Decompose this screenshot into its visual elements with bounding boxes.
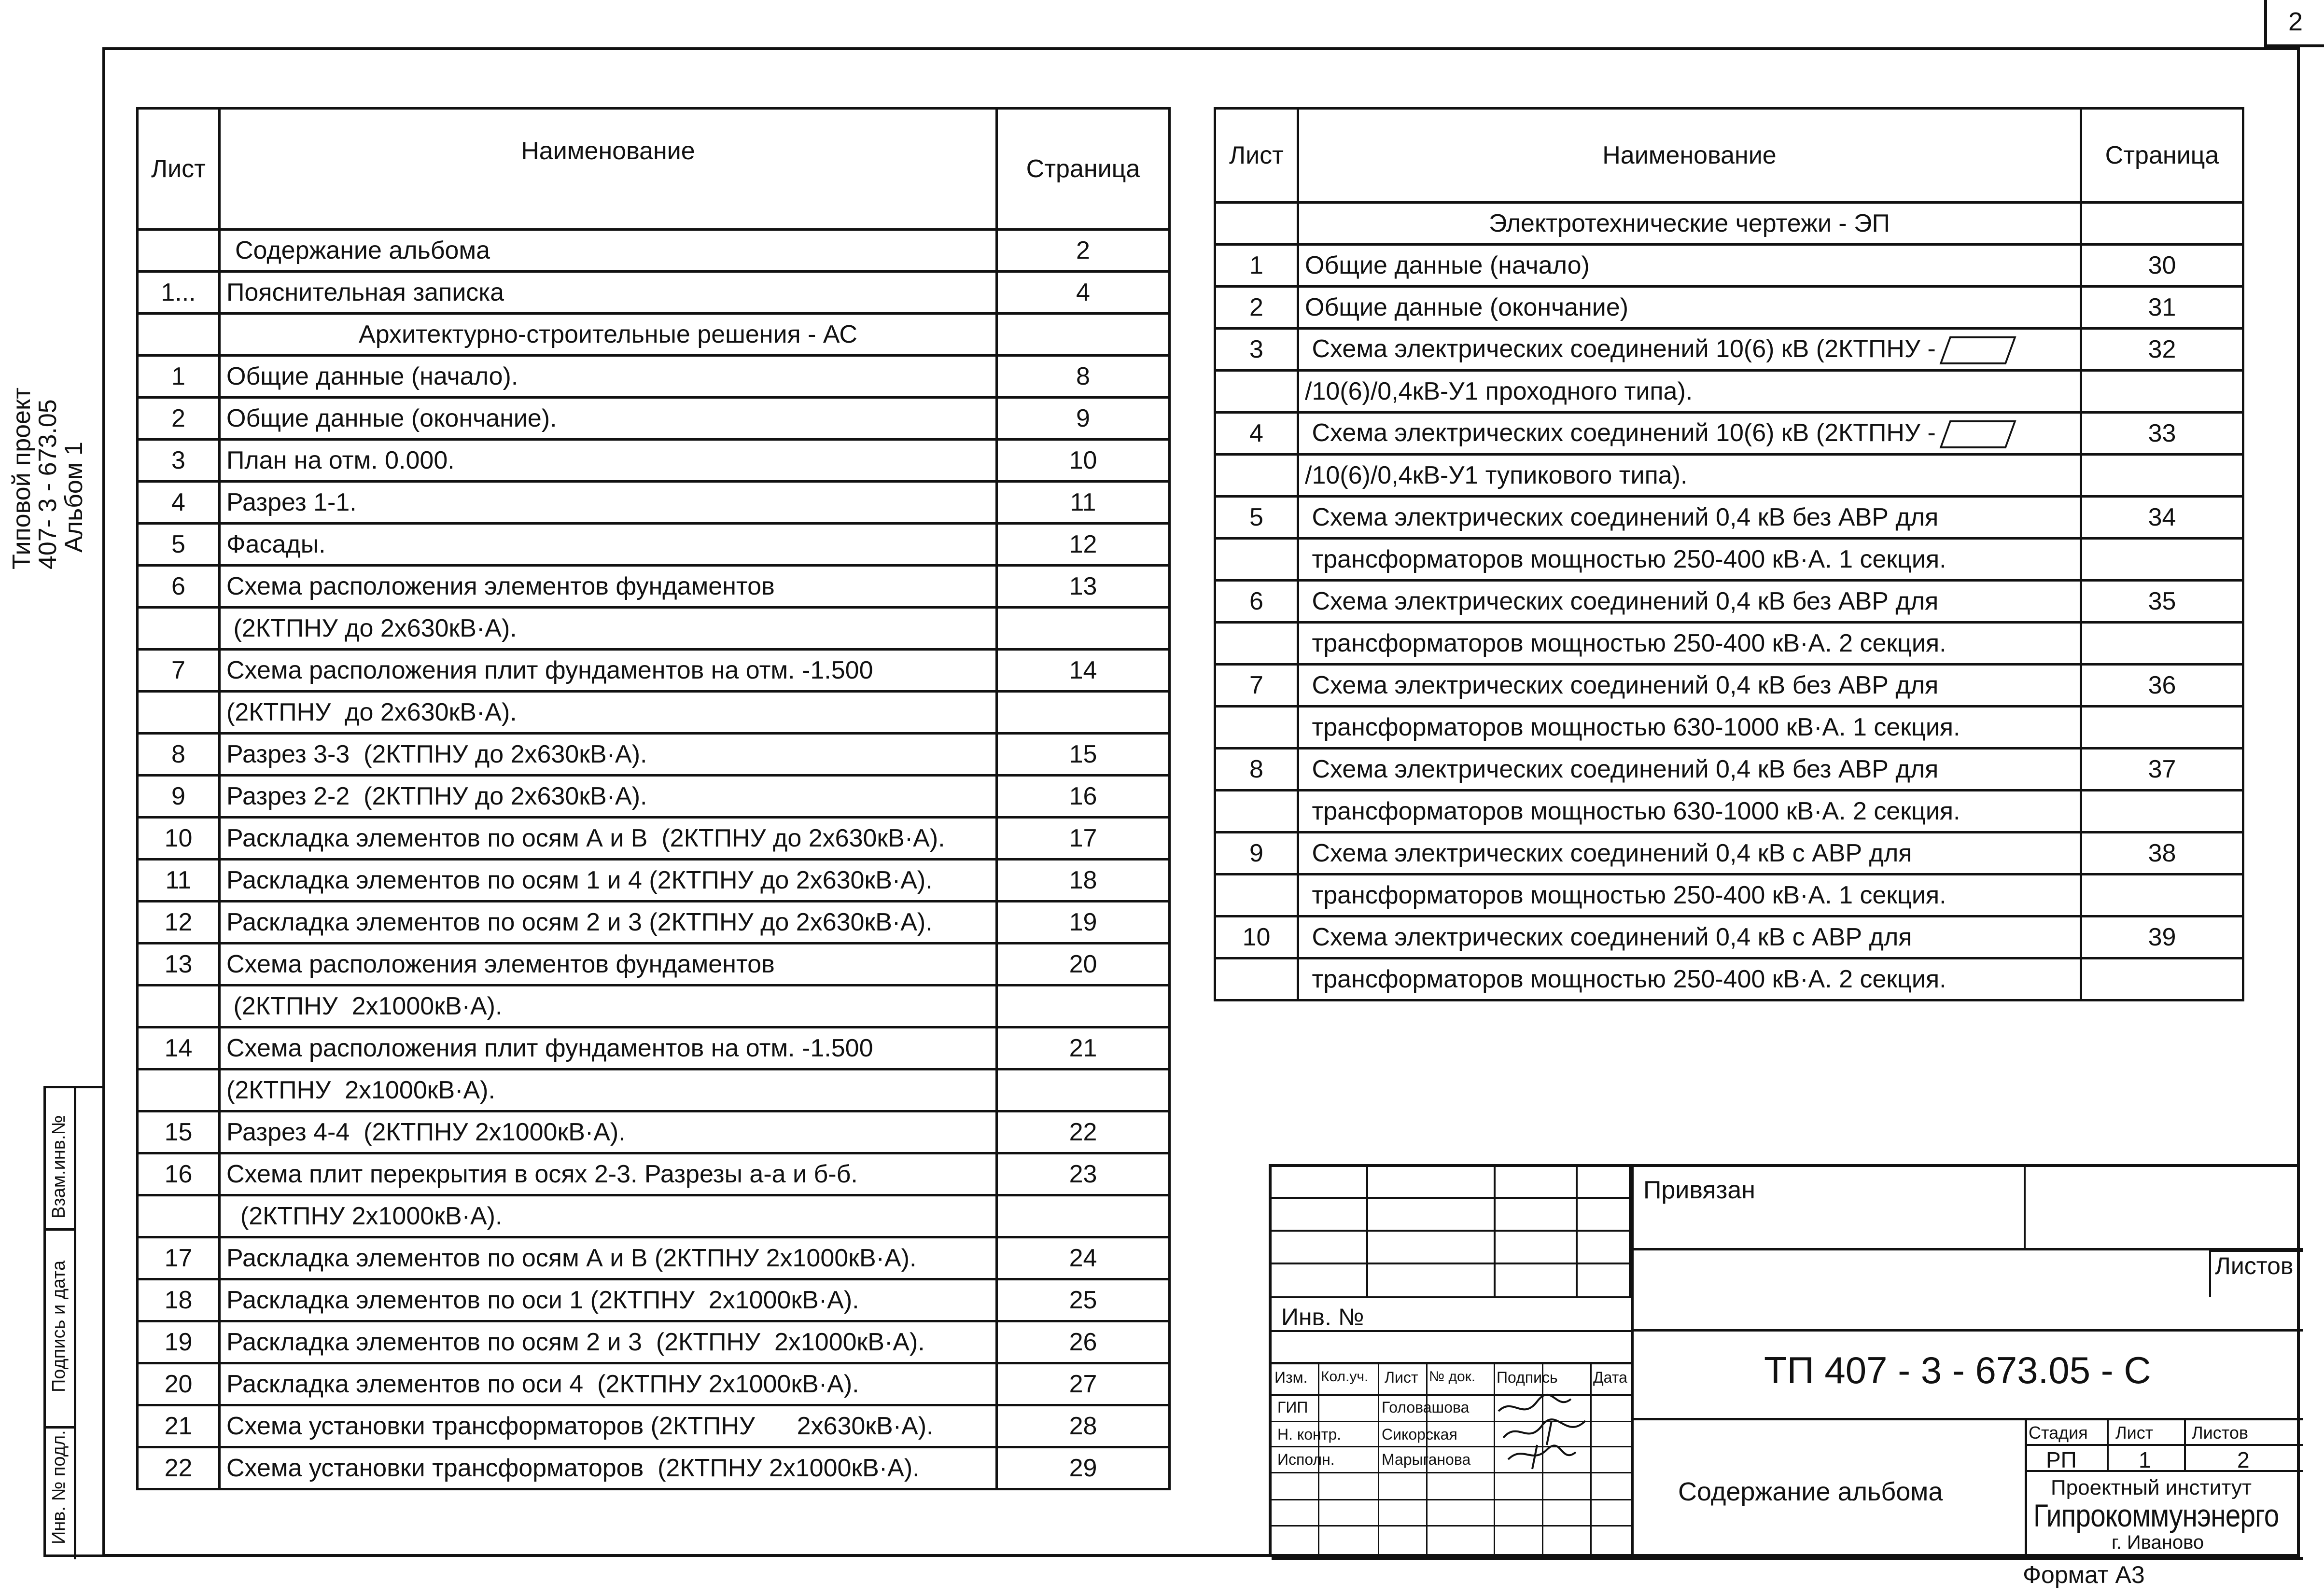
row-sheet-number: 12 — [138, 902, 220, 944]
row-name-text: Электротехнические чертежи - ЭП — [1489, 209, 1890, 237]
table-row — [1215, 539, 2243, 581]
row-name — [220, 356, 997, 398]
row-name-text: Общие данные (окончание). — [226, 404, 557, 432]
row-name-text: /10(6)/0,4кВ-У1 проходного типа). — [1305, 377, 1693, 405]
row-page: 23 — [997, 1153, 1170, 1195]
row-name-text: Архитектурно-строительные решения - АС — [359, 320, 857, 348]
row-page — [2081, 203, 2243, 245]
table-row — [138, 944, 1170, 985]
side-title-line3: Альбом 1 — [60, 442, 88, 553]
row-name — [1298, 539, 2081, 581]
header-sheet: Лист — [1215, 109, 1298, 203]
stamp-title: Содержание альбома — [1678, 1477, 1943, 1506]
margin-label-inv: Инв. № подл. — [49, 1430, 69, 1544]
row-name-text: Раскладка элементов по осям А и В (2КТПНУ 2х1000кВ·А). — [226, 1244, 917, 1272]
row-sheet-number: 9 — [138, 776, 220, 818]
row-sheet-number: 1 — [138, 356, 220, 398]
row-sheet-number: 18 — [138, 1279, 220, 1321]
row-sheet-number: 1... — [138, 272, 220, 314]
row-name — [220, 818, 997, 860]
stamp-header-podpis: Подпись — [1497, 1369, 1558, 1386]
row-page: 2 — [997, 230, 1170, 272]
header-page: Страница — [997, 109, 1170, 230]
row-name — [220, 608, 997, 650]
table-row — [1215, 665, 2243, 707]
row-sheet-number — [138, 985, 220, 1027]
right-contents-table — [1214, 107, 2244, 1001]
row-page: 17 — [997, 818, 1170, 860]
row-sheet-number: 21 — [138, 1405, 220, 1447]
row-page: 21 — [997, 1027, 1170, 1069]
row-name-text: Схема электрических соединений 0,4 кВ с АВР для — [1305, 839, 1912, 867]
stamp-privyazan: Привязан — [1643, 1176, 1756, 1204]
row-name-text: Схема электрических соединений 10(6) кВ (2КТПНУ - — [1305, 334, 1936, 363]
table-row — [1215, 371, 2243, 413]
row-page: 8 — [997, 356, 1170, 398]
row-page: 19 — [997, 902, 1170, 944]
table-row — [1215, 455, 2243, 497]
stamp-header-izm: Изм. — [1274, 1369, 1308, 1386]
table-row — [1215, 623, 2243, 665]
row-name — [1298, 413, 2081, 455]
row-name-text: Схема электрических соединений 0,4 кВ без АВР для — [1305, 755, 1939, 783]
row-sheet-number: 2 — [1215, 287, 1298, 329]
row-page: 30 — [2081, 245, 2243, 287]
table-row — [138, 1237, 1170, 1279]
table-row — [138, 566, 1170, 608]
row-name-text: Пояснительная записка — [226, 278, 504, 306]
row-name-text: Схема расположения плит фундаментов на отм. -1.500 — [226, 1034, 873, 1062]
row-page: 15 — [997, 734, 1170, 776]
row-name-text: (2КТПНУ до 2х630кВ·А). — [226, 614, 517, 642]
table-row — [1215, 707, 2243, 749]
row-name — [220, 1279, 997, 1321]
row-name — [220, 1153, 997, 1195]
row-name — [220, 692, 997, 734]
table-row — [1215, 958, 2243, 1000]
row-page — [997, 608, 1170, 650]
margin-label-vzam: Взам.инв.№ — [49, 1115, 69, 1219]
row-page: 12 — [997, 524, 1170, 566]
row-name — [1298, 287, 2081, 329]
row-page: 34 — [2081, 497, 2243, 539]
left-contents-table — [136, 107, 1171, 1490]
stamp-name-nkontr: Сикорская — [1382, 1426, 1457, 1443]
row-page: 37 — [2081, 749, 2243, 791]
row-page: 20 — [997, 944, 1170, 985]
row-name-text: Схема электрических соединений 0,4 кВ без АВР для — [1305, 587, 1939, 615]
row-sheet-number — [1215, 958, 1298, 1000]
table-row — [138, 398, 1170, 440]
stamp-list-label: Лист — [2115, 1423, 2154, 1443]
row-page: 4 — [997, 272, 1170, 314]
stamp-header-list: Лист — [1385, 1369, 1418, 1386]
header-name: Наименование — [1298, 109, 2081, 203]
signature-scribbles — [1494, 1392, 1590, 1474]
row-sheet-number: 5 — [1215, 497, 1298, 539]
row-name-text: Содержание альбома — [235, 236, 490, 264]
table-row — [1215, 287, 2243, 329]
row-sheet-number — [138, 1195, 220, 1237]
stamp-org-line1: Проектный институт — [2051, 1476, 2252, 1499]
row-sheet-number — [138, 314, 220, 356]
table-row — [138, 314, 1170, 356]
row-page: 32 — [2081, 329, 2243, 371]
row-name-text: Схема расположения плит фундаментов на отм. -1.500 — [226, 656, 873, 684]
margin-label-podpis: Подпись и дата — [49, 1260, 69, 1392]
row-sheet-number — [1215, 623, 1298, 665]
row-name — [1298, 623, 2081, 665]
table-row — [1215, 874, 2243, 916]
table-row — [138, 1195, 1170, 1237]
row-name — [220, 1237, 997, 1279]
row-name-text: трансформаторов мощностью 250-400 кВ·А. 2 секция. — [1305, 629, 1946, 657]
row-sheet-number: 11 — [138, 860, 220, 902]
row-page — [2081, 371, 2243, 413]
table-row — [138, 692, 1170, 734]
table-row — [1215, 749, 2243, 791]
row-sheet-number: 22 — [138, 1447, 220, 1489]
row-name — [220, 566, 997, 608]
row-name-text: Разрез 1-1. — [226, 488, 357, 516]
row-name — [220, 776, 997, 818]
row-page: 31 — [2081, 287, 2243, 329]
row-name — [1298, 958, 2081, 1000]
stamp-role-ispoln: Исполн. — [1277, 1451, 1335, 1468]
row-sheet-number: 2 — [138, 398, 220, 440]
blank-parallelogram-box — [1939, 336, 2016, 364]
table-row — [138, 524, 1170, 566]
blank-parallelogram-box — [1939, 420, 2016, 448]
table-row — [1215, 581, 2243, 623]
row-sheet-number: 7 — [1215, 665, 1298, 707]
row-sheet-number: 16 — [138, 1153, 220, 1195]
row-name-text: (2КТПНУ до 2х630кВ·А). — [226, 698, 517, 726]
row-name — [220, 1027, 997, 1069]
row-name-text: /10(6)/0,4кВ-У1 тупикового типа). — [1305, 461, 1688, 489]
row-name-text: Раскладка элементов по осям 1 и 4 (2КТПНУ до 2х630кВ·А). — [226, 866, 933, 894]
row-name — [220, 230, 997, 272]
row-page — [997, 692, 1170, 734]
table-row — [138, 272, 1170, 314]
row-name-text: трансформаторов мощностью 630-1000 кВ·А. 2 секция. — [1305, 797, 1960, 825]
row-sheet-number — [1215, 371, 1298, 413]
format-label: Формат А3 — [2023, 1561, 2145, 1588]
row-name — [1298, 791, 2081, 833]
stamp-header-data: Дата — [1593, 1369, 1627, 1386]
row-page: 16 — [997, 776, 1170, 818]
stamp-role-gip: ГИП — [1277, 1399, 1308, 1416]
row-page: 10 — [997, 440, 1170, 482]
table-row — [1215, 245, 2243, 287]
section-title — [1298, 203, 2081, 245]
row-sheet-number: 13 — [138, 944, 220, 985]
row-sheet-number: 6 — [1215, 581, 1298, 623]
row-name — [220, 1321, 997, 1363]
row-name — [220, 524, 997, 566]
table-row — [138, 608, 1170, 650]
row-page: 36 — [2081, 665, 2243, 707]
row-page: 39 — [2081, 916, 2243, 958]
row-page — [997, 314, 1170, 356]
table-row — [138, 902, 1170, 944]
row-name-text: Схема установки трансформаторов (2КТПНУ 2х630кВ·А). — [226, 1412, 934, 1440]
row-name-text: Разрез 3-3 (2КТПНУ до 2х630кВ·А). — [226, 740, 647, 768]
row-name — [1298, 245, 2081, 287]
row-sheet-number: 15 — [138, 1111, 220, 1153]
side-title — [8, 387, 88, 569]
stamp-code: ТП 407 - 3 - 673.05 - С — [1764, 1349, 2151, 1391]
stamp-stage: РП — [2046, 1447, 2077, 1472]
header-name: Наименование — [220, 109, 997, 230]
row-name — [1298, 665, 2081, 707]
row-page — [997, 985, 1170, 1027]
row-name — [1298, 455, 2081, 497]
row-sheet-number — [138, 1069, 220, 1111]
row-page: 18 — [997, 860, 1170, 902]
side-title-line1: Типовой проект — [8, 387, 36, 569]
row-page — [2081, 539, 2243, 581]
row-name — [220, 860, 997, 902]
row-name-text: Схема установки трансформаторов (2КТПНУ 2х1000кВ·А). — [226, 1454, 920, 1482]
row-name — [220, 944, 997, 985]
row-name-text: Общие данные (окончание) — [1305, 293, 1629, 321]
row-name-text: Схема электрических соединений 0,4 кВ без АВР для — [1305, 671, 1939, 699]
row-sheet-number — [1215, 707, 1298, 749]
row-page: 33 — [2081, 413, 2243, 455]
row-sheet-number: 10 — [1215, 916, 1298, 958]
row-name — [220, 482, 997, 524]
margin-strip — [43, 1086, 102, 1557]
row-name-text: (2КТПНУ 2х1000кВ·А). — [226, 992, 503, 1020]
row-name-text: План на отм. 0.000. — [226, 446, 455, 474]
row-name-text: Схема расположения элементов фундаментов — [226, 950, 775, 978]
row-name — [1298, 371, 2081, 413]
stamp-inv-no: Инв. № — [1281, 1304, 1364, 1331]
stamp-listov-top: Листов — [2215, 1252, 2294, 1279]
row-name-text: Схема расположения элементов фундаментов — [226, 572, 775, 600]
table-row — [138, 1447, 1170, 1489]
table-row — [138, 776, 1170, 818]
row-name — [220, 902, 997, 944]
row-sheet-number: 3 — [138, 440, 220, 482]
row-name-text: Разрез 4-4 (2КТПНУ 2х1000кВ·А). — [226, 1118, 626, 1146]
row-name — [220, 1111, 997, 1153]
row-sheet-number: 20 — [138, 1363, 220, 1405]
row-name — [220, 650, 997, 692]
row-page: 14 — [997, 650, 1170, 692]
row-name — [1298, 581, 2081, 623]
stamp-name-ispoln: Марыганова — [1382, 1451, 1471, 1468]
row-page: 13 — [997, 566, 1170, 608]
row-page — [2081, 455, 2243, 497]
table-row — [138, 356, 1170, 398]
stamp-role-nkontr: Н. контр. — [1277, 1426, 1342, 1443]
row-name-text: трансформаторов мощностью 630-1000 кВ·А. 1 секция. — [1305, 713, 1960, 741]
row-name-text: Схема электрических соединений 0,4 кВ без АВР для — [1305, 503, 1939, 531]
table-row — [138, 482, 1170, 524]
row-name — [1298, 707, 2081, 749]
row-page: 26 — [997, 1321, 1170, 1363]
row-name-text: Фасады. — [226, 530, 326, 558]
row-sheet-number: 1 — [1215, 245, 1298, 287]
row-name-text: (2КТПНУ 2х1000кВ·А). — [226, 1076, 495, 1104]
row-name — [1298, 916, 2081, 958]
row-sheet-number: 4 — [1215, 413, 1298, 455]
row-page: 38 — [2081, 833, 2243, 874]
row-sheet-number — [1215, 455, 1298, 497]
row-name — [1298, 874, 2081, 916]
row-page: 28 — [997, 1405, 1170, 1447]
row-name-text: (2КТПНУ 2х1000кВ·А). — [226, 1202, 503, 1230]
row-sheet-number: 5 — [138, 524, 220, 566]
row-name-text: Раскладка элементов по осям А и В (2КТПНУ до 2х630кВ·А). — [226, 824, 945, 852]
stamp-org-line2: Гипрокоммунэнерго — [2033, 1498, 2279, 1533]
table-row — [1215, 203, 2243, 245]
table-row — [138, 1363, 1170, 1405]
row-sheet-number — [1215, 874, 1298, 916]
row-name — [220, 1447, 997, 1489]
row-page — [2081, 958, 2243, 1000]
right-table-header — [1215, 109, 2243, 203]
row-sheet-number: 3 — [1215, 329, 1298, 371]
table-row — [138, 1069, 1170, 1111]
row-name-text: Общие данные (начало). — [226, 362, 518, 390]
stamp-header-ndok: № док. — [1429, 1369, 1476, 1385]
sheet-number: 2 — [2264, 0, 2324, 47]
table-row — [138, 1111, 1170, 1153]
row-name — [220, 1069, 997, 1111]
row-sheet-number: 6 — [138, 566, 220, 608]
table-row — [138, 734, 1170, 776]
row-sheet-number — [138, 692, 220, 734]
stamp-sheets: 2 — [2237, 1447, 2250, 1472]
row-name — [1298, 497, 2081, 539]
row-page: 27 — [997, 1363, 1170, 1405]
row-name-text: Раскладка элементов по осям 2 и 3 (2КТПНУ 2х1000кВ·А). — [226, 1328, 925, 1356]
row-name — [220, 1195, 997, 1237]
stamp-stage-label: Стадия — [2029, 1423, 2088, 1443]
table-row — [1215, 916, 2243, 958]
row-name — [220, 440, 997, 482]
row-sheet-number: 8 — [138, 734, 220, 776]
row-sheet-number — [1215, 539, 1298, 581]
stamp-header-kol: Кол.уч. — [1321, 1369, 1369, 1385]
table-row — [1215, 791, 2243, 833]
row-name — [1298, 749, 2081, 791]
left-table-header — [138, 109, 1170, 230]
row-name-text: Общие данные (начало) — [1305, 251, 1590, 279]
row-page — [2081, 707, 2243, 749]
stamp-org-line3: г. Иваново — [2112, 1532, 2204, 1553]
section-title — [220, 314, 997, 356]
row-name — [1298, 833, 2081, 874]
table-row — [138, 860, 1170, 902]
stamp-name-gip: Головашова — [1382, 1399, 1470, 1416]
table-row — [1215, 329, 2243, 371]
table-row — [138, 1405, 1170, 1447]
row-name-text: Раскладка элементов по осям 2 и 3 (2КТПНУ до 2х630кВ·А). — [226, 908, 933, 936]
stamp-list: 1 — [2139, 1447, 2151, 1472]
table-row — [138, 1279, 1170, 1321]
row-name — [1298, 329, 2081, 371]
row-name — [220, 734, 997, 776]
row-sheet-number: 14 — [138, 1027, 220, 1069]
row-name-text: Раскладка элементов по оси 4 (2КТПНУ 2х1000кВ·А). — [226, 1370, 859, 1398]
row-page — [2081, 791, 2243, 833]
row-sheet-number: 4 — [138, 482, 220, 524]
row-sheet-number — [138, 230, 220, 272]
row-sheet-number — [1215, 203, 1298, 245]
row-sheet-number — [138, 608, 220, 650]
header-page: Страница — [2081, 109, 2243, 203]
table-row — [1215, 833, 2243, 874]
table-row — [1215, 497, 2243, 539]
table-row — [138, 1027, 1170, 1069]
row-name-text: трансформаторов мощностью 250-400 кВ·А. 2 секция. — [1305, 965, 1946, 993]
row-name-text: Схема электрических соединений 0,4 кВ с АВР для — [1305, 923, 1912, 951]
row-page — [997, 1195, 1170, 1237]
row-page: 24 — [997, 1237, 1170, 1279]
table-row — [138, 1321, 1170, 1363]
row-name-text: Раскладка элементов по оси 1 (2КТПНУ 2х1000кВ·А). — [226, 1286, 859, 1314]
row-sheet-number: 9 — [1215, 833, 1298, 874]
row-sheet-number: 17 — [138, 1237, 220, 1279]
row-name-text: Схема электрических соединений 10(6) кВ (2КТПНУ - — [1305, 418, 1936, 447]
row-page: 35 — [2081, 581, 2243, 623]
row-name-text: Схема плит перекрытия в осях 2-3. Разрезы а-а и б-б. — [226, 1160, 858, 1188]
row-name — [220, 398, 997, 440]
row-page: 25 — [997, 1279, 1170, 1321]
row-name — [220, 1363, 997, 1405]
header-sheet: Лист — [138, 109, 220, 230]
row-name-text: Разрез 2-2 (2КТПНУ до 2х630кВ·А). — [226, 782, 647, 810]
row-name — [220, 1405, 997, 1447]
row-sheet-number: 8 — [1215, 749, 1298, 791]
table-row — [138, 1153, 1170, 1195]
row-name — [220, 272, 997, 314]
row-page — [2081, 874, 2243, 916]
table-row — [138, 985, 1170, 1027]
side-title-line2: 407- 3 - 673.05 — [34, 399, 62, 569]
table-row — [138, 818, 1170, 860]
row-name-text: трансформаторов мощностью 250-400 кВ·А. 1 секция. — [1305, 545, 1946, 573]
row-sheet-number — [1215, 791, 1298, 833]
row-page: 9 — [997, 398, 1170, 440]
row-page: 29 — [997, 1447, 1170, 1489]
row-page: 11 — [997, 482, 1170, 524]
table-row — [138, 440, 1170, 482]
row-sheet-number: 19 — [138, 1321, 220, 1363]
table-row — [138, 230, 1170, 272]
row-sheet-number: 10 — [138, 818, 220, 860]
stamp-sheets-label: Листов — [2192, 1423, 2248, 1443]
row-sheet-number: 7 — [138, 650, 220, 692]
row-name-text: трансформаторов мощностью 250-400 кВ·А. 1 секция. — [1305, 881, 1946, 909]
row-page: 22 — [997, 1111, 1170, 1153]
row-name — [220, 985, 997, 1027]
row-page — [2081, 623, 2243, 665]
table-row — [1215, 413, 2243, 455]
table-row — [138, 650, 1170, 692]
title-block — [1269, 1164, 2300, 1557]
row-page — [997, 1069, 1170, 1111]
